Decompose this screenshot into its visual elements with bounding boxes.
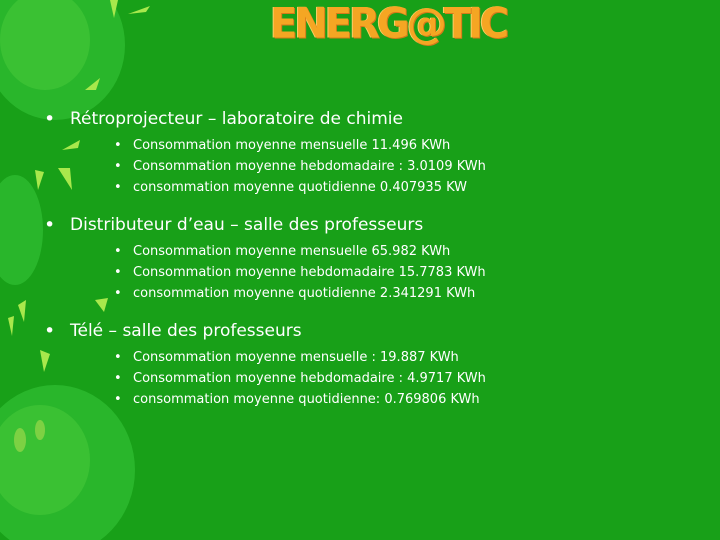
- bullet-icon: •: [44, 214, 56, 236]
- consumption-text: Consommation moyenne mensuelle 11.496 KWh: [133, 138, 451, 153]
- bullet-icon: •: [114, 265, 122, 280]
- consumption-text: Consommation moyenne mensuelle 65.982 KWh: [133, 244, 451, 259]
- consumption-text: consommation moyenne quotidienne: 0.769806 KWh: [133, 392, 480, 407]
- section-retroprojecteur: [44, 106, 684, 198]
- consumption-text: consommation moyenne quotidienne 0.407935 KW: [133, 180, 468, 195]
- list-item: [44, 177, 684, 198]
- consumption-list: [44, 347, 684, 410]
- list-item: [44, 135, 684, 156]
- bullet-icon: •: [114, 371, 122, 386]
- list-item: [44, 368, 684, 389]
- consumption-text: Consommation moyenne hebdomadaire 15.7783 KWh: [133, 265, 486, 280]
- bullet-icon: •: [44, 320, 56, 342]
- section-title: Rétroprojecteur – laboratoire de chimie: [70, 109, 403, 129]
- section-title: Distributeur d’eau – salle des professeurs: [70, 215, 424, 235]
- bullet-icon: •: [114, 350, 122, 365]
- list-item: [44, 156, 684, 177]
- energatic-logo: ENERG@TIC: [270, 0, 507, 49]
- section-heading: [44, 212, 684, 238]
- list-item: [44, 262, 684, 283]
- consumption-text: Consommation moyenne mensuelle : 19.887 KWh: [133, 350, 459, 365]
- list-item: [44, 389, 684, 410]
- balloon-left-mid: [0, 175, 43, 285]
- list-item: [44, 283, 684, 304]
- section-tele: [44, 318, 684, 410]
- list-item: [44, 241, 684, 262]
- bullet-icon: •: [114, 244, 122, 259]
- section-distributeur: [44, 212, 684, 304]
- bullet-icon: •: [44, 108, 56, 130]
- bullet-icon: •: [114, 392, 122, 407]
- section-title: Télé – salle des professeurs: [70, 321, 302, 341]
- consumption-list: [44, 241, 684, 304]
- section-heading: [44, 106, 684, 132]
- bullet-icon: •: [114, 138, 122, 153]
- bullet-icon: •: [114, 180, 122, 195]
- bullet-icon: •: [114, 159, 122, 174]
- list-item: [44, 347, 684, 368]
- bullet-icon: •: [114, 286, 122, 301]
- consumption-text: Consommation moyenne hebdomadaire : 4.9717 KWh: [133, 371, 486, 386]
- consumption-list: [44, 135, 684, 198]
- consumption-text: Consommation moyenne hebdomadaire : 3.0109 KWh: [133, 159, 486, 174]
- consumption-text: consommation moyenne quotidienne 2.341291 KWh: [133, 286, 476, 301]
- section-heading: [44, 318, 684, 344]
